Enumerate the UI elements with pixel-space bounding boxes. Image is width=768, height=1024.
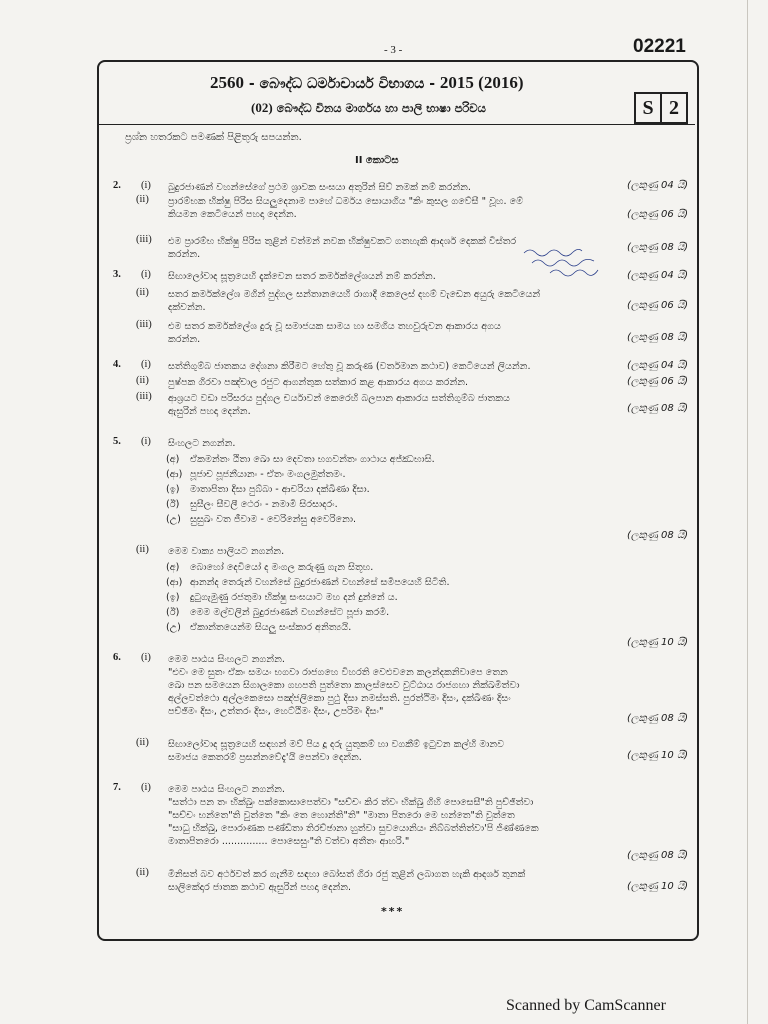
question-text-line: "එවං මෙ සුතං ඒකං සමයං භගවා රාජගහෙ විහරති වෙළුවනෙ කලන්දකනිවාපෙ තෙන	[168, 667, 508, 678]
question-text-line: "සාධු භික්ඛු, පොරාණක පණ්ඩිතා තිරච්ඡානා හුත්වා සුවයොනියං නිබ්බත්තිත්වා'පි ජිණ්ණකෙ	[168, 823, 539, 834]
question-text-line: පුෂ්පක ගිරවා පඤ්චාල රජුට ආගන්තුක සත්කාර කළ ආකාරය අගය කරන්න.	[168, 377, 469, 388]
question-text-line: සත්තිගුම්බ ජාතකය දේශනා කිරීමට හේතු වූ කරුණ (වර්තමාන කථාව) කෙටියෙන් ලියන්න.	[168, 361, 531, 372]
marks-label: (ලකුණු 06 යි)	[627, 209, 689, 220]
sub-item-label: (ආ)	[166, 577, 183, 588]
sub-item-label: (ඊ)	[166, 607, 180, 618]
exam-title	[210, 73, 524, 93]
sub-item-text: මෙම මල්වලින් බුදුරජාණන් වහන්සේට පූජා කරමි.	[190, 607, 390, 618]
paper-code-digit: 2	[660, 94, 686, 122]
sub-item-text: මාතාපිතා දිසා පුබ්බා - ආචරියා දක්ඛිණා දිසා.	[190, 484, 370, 495]
question-number: 4.	[113, 359, 121, 370]
question-text-line: මෙම පාඨය සිංහලට නගන්න.	[168, 784, 285, 795]
paper-name: බෞද්ධ විනය මාර්ගය හා පාලි භාෂා පරිචය	[272, 101, 486, 115]
sub-item-label: (ඉ)	[166, 484, 180, 495]
handwritten-note	[520, 243, 630, 279]
part-label: (i)	[141, 180, 151, 191]
question-text-line: කරන්න.	[168, 334, 201, 345]
part-label: (i)	[141, 436, 151, 447]
sub-item-label: (උ)	[166, 622, 181, 633]
question-number: 5.	[113, 436, 121, 447]
part-label: (i)	[141, 652, 151, 663]
marks-label: (ලකුණු 08 යි)	[627, 403, 689, 414]
question-text-line: සමාජය කෙතරම් ප්‍රසන්නවේදැ'යි පෙන්වා දෙන්න.	[168, 752, 362, 763]
marks-label: (ලකුණු 06 යි)	[627, 376, 689, 387]
sub-item-label: (ඉ)	[166, 592, 180, 603]
section-title: II කොටස	[355, 155, 399, 166]
sub-item-text: ආනන්ද තෙරුන් වහන්සේ බුදුරජාණන් වහන්සේ සමීපයෙහි සිටිති.	[190, 577, 450, 588]
part-label: (ii)	[136, 194, 149, 205]
part-label: (iii)	[136, 391, 152, 402]
question-text-line: මෙම පාඨය සිංහලට නගන්න.	[168, 654, 285, 665]
question-text-line: එම සතර කර්මක්ලේශ දුරු වූ සමාජයක සාමය හා සමගිය තහවුරුවන ආකාරය අගය	[168, 321, 501, 332]
question-text-line: සිඟාලෝවාද සූත්‍රයෙහි දැක්වෙන සතර කර්මක්ලේශයන් නම් කරන්න.	[168, 271, 436, 282]
end-mark: ***	[381, 905, 405, 918]
sub-item-text: සුසීලං සීවලී ථෙරං - නමාමි සිරසාදරං.	[190, 499, 338, 510]
paper-number: (02)	[251, 100, 273, 115]
marks-label: (ලකුණු 10 යි)	[627, 881, 689, 892]
question-text-line: මාතාපිතරො ............... පොසෙසුං"ති වත්වා අතීතං ආහරි."	[168, 836, 410, 847]
question-text-line: මෙම වාක්‍ය පාලියට නගන්න.	[168, 546, 285, 557]
exam-name: - බෞද්ධ ධර්මාචාර්ය විභාගය -	[244, 76, 440, 92]
part-label: (ii)	[136, 544, 149, 555]
sub-item-text: දුටුගැමුණු රජතුමා භික්ෂු සංඝයාට මහ දන් දුන්නේ ය.	[190, 592, 398, 603]
question-text-line: මිනිසත් බව අර්ථවත් කර ගැනීම සඳහා බෝසත් ගිරා රජු තුළින් ලබාගත හැකි ආදර්ශ තුනක්	[168, 869, 526, 880]
part-label: (ii)	[136, 287, 149, 298]
exam-year: 2015 (2016)	[439, 73, 524, 92]
instruction-text: ප්‍රශ්න හතරකට පමණක් පිළිතුරු සපයන්න.	[125, 132, 302, 143]
exam-year-buddhist: 2560	[210, 73, 244, 92]
part-label: (ii)	[136, 867, 149, 878]
paper-title	[251, 100, 486, 116]
question-number: 6.	[113, 652, 121, 663]
part-label: (iii)	[136, 319, 152, 330]
marks-label: (ලකුණු 08 යි)	[627, 242, 689, 253]
marks-label: (ලකුණු 10 යි)	[627, 637, 689, 648]
scan-edge-line	[747, 0, 748, 1024]
question-text-line: ඇසුරින් පහදා දෙන්න.	[168, 406, 251, 417]
question-text-line: "සච්චං භන්තෙ"ති වුත්තෙ "කිං තෙ හොන්ති"ති" "මාතා පිතරො මෙ භන්තෙ"ති වුත්තෙ	[168, 810, 515, 821]
paper-code-box	[634, 92, 688, 124]
sub-item-text: බොහෝ දෙවියෝ ද මංගල කරුණු ගැන සිතූහ.	[190, 562, 374, 573]
question-text-line: සිඟාලෝවාද සූත්‍රයෙහි සඳහන් මව් පිය දූ දරු යුතුකම් හා වගකීම් ඉටුවන කල්හි මානව	[168, 739, 505, 750]
marks-label: (ලකුණු 04 යි)	[627, 180, 689, 191]
question-text-line: පච්ඡිමං දිසං, උත්තරං දිසං, හෙට්ඨිමං දිසං, උපරිමං දිසං"	[168, 706, 384, 717]
sub-item-label: (අ)	[166, 562, 180, 573]
sub-item-label: (ආ)	[166, 469, 183, 480]
scanner-watermark: Scanned by CamScanner	[506, 997, 666, 1014]
paper-code-letter: S	[642, 97, 654, 119]
document-number: 02221	[633, 36, 686, 57]
part-label: (iii)	[136, 234, 152, 245]
question-text-line: ඛො පන සමයෙන සිගාලකො ගහපති පුත්තො කාලස්සෙව වුට්ඨාය රාජගහා නික්ඛමිත්වා	[168, 680, 520, 691]
sub-item-label: (ඊ)	[166, 499, 180, 510]
question-text-line: සාලිකේදාර ජාතක කථාව ඇසුරින් පහදා දෙන්න.	[168, 882, 352, 893]
question-number: 3.	[113, 269, 121, 280]
question-text-line: ආශ්‍රයට වඩා පරිසරය පුද්ගල චර්යාවන් කෙරෙහි බලපාන ආකාරය සත්තිගුම්බ ජාතකය	[168, 393, 510, 404]
question-number: 2.	[113, 180, 121, 191]
marks-label: (ලකුණු 06 යි)	[627, 300, 689, 311]
question-text-line: ප්‍රාරම්භක භික්ෂු පිරිස සියලුදෙනාම පාහේ ධර්මය සොයාගිය "කිං කුසල ගවේසී " වූහ. මේ	[168, 196, 524, 207]
sub-item-label: (අ)	[166, 454, 180, 465]
question-text-line: එම ප්‍රාරම්භ භික්ෂු පිරිස තුළින් වත්මන් නවක භික්ෂුවකට ගතහැකි ආදර්ශ දෙකක් විස්තර	[168, 236, 517, 247]
marks-label: (ලකුණු 10 යි)	[627, 750, 689, 761]
sub-item-text: ඒකාන්තයෙන්ම සියලු සංස්කාර අනිත්‍යයි.	[190, 622, 352, 633]
question-text-line: "සත්ථා පන තං භික්ඛුං පක්කොසාපෙත්වා "සච්චං කිර ත්වං භික්ඛු ගිහි පොසෙසී"ති පුච්ඡිත්වා	[168, 797, 534, 808]
marks-label: (ලකුණු 08 යි)	[627, 530, 689, 541]
header-divider	[99, 124, 695, 125]
part-label: (ii)	[136, 375, 149, 386]
question-text-line: අල්ලවත්ථො අල්ලකෙසො පඤ්ජලිකො පුථු දිසා නමස්සති. පුරත්ථිමං දිසං, දක්ඛිණං දිසං	[168, 693, 511, 704]
part-label: (i)	[141, 269, 151, 280]
question-text-line: කියමන කෙටියෙන් පහදා දෙන්න.	[168, 209, 297, 220]
question-text-line: සතර කර්මක්ලේශ මගින් පුද්ගල සන්තානයෙහි රාගාදී කෙලෙස් දහම් වැඩෙන අයුරු කෙටියෙන්	[168, 289, 541, 300]
marks-label: (ලකුණු 08 යි)	[627, 713, 689, 724]
question-text-line: කරන්න.	[168, 249, 201, 260]
part-label: (i)	[141, 782, 151, 793]
part-label: (ii)	[136, 737, 149, 748]
question-number: 7.	[113, 782, 121, 793]
question-text-line: බුදුරජාණන් වහන්සේගේ ප්‍රථම ශ්‍රාවක සංඝයා අතුරින් සිව් නමක් නම් කරන්න.	[168, 182, 471, 193]
sub-item-text: පූජාච පූජනීයානං - ඒතං මංගලමුත්තමං.	[190, 469, 346, 480]
sub-item-text: සුසුඛං වත ජීවාම - වෙරිනේසු අවෙරිනො.	[190, 514, 357, 525]
part-label: (i)	[141, 359, 151, 370]
sub-item-text: ඒකමන්තං ඨිතා ඛො සා දෙවතා භගවන්තං ගාථාය අජ්ඣභාසි.	[190, 454, 435, 465]
question-text-line: දක්වන්න.	[168, 302, 206, 313]
question-text-line: සිංහලට නගන්න.	[168, 438, 236, 449]
marks-label: (ලකුණු 08 යි)	[627, 850, 689, 861]
marks-label: (ලකුණු 04 යි)	[627, 360, 689, 371]
marks-label: (ලකුණු 08 යි)	[627, 332, 689, 343]
marks-label: (ලකුණු 04 යි)	[627, 270, 689, 281]
page-number: - 3 -	[384, 44, 403, 56]
sub-item-label: (උ)	[166, 514, 181, 525]
